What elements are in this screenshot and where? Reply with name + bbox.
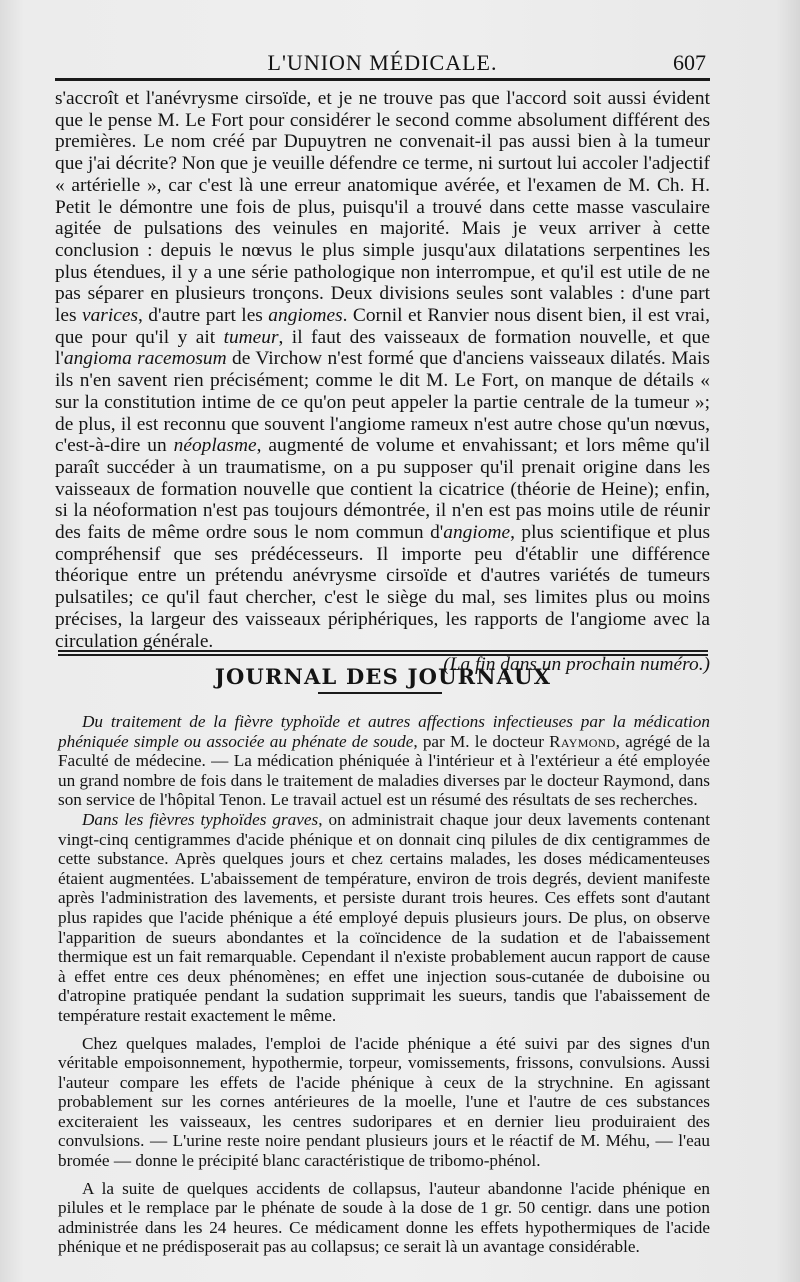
text-run: , d'autre part les [138, 305, 269, 327]
text-run: , il faut des vaisseaux de formation nouvelle, et que l' [55, 326, 710, 370]
journal-paragraph: Chez quelques malades, l'emploi de l'acide phénique a été suivi par des signes d'un véritable empoisonnement, hypothermie, torpeur, vomissements, frissons, convulsions. Aussi l'auteur compare les effets de l'acide phénique à ceux de la strychnine. En agissant probablement sur les cornes antérieures de la moelle, l'une et l'autre de ces substances exciteraient les vaisseaux, les centres sudoripares et en dernier lieu produiraient des convulsions. — L'urine reste noire pendant plusieurs jours et le réactif de M. Méhu, — l'eau bromée — donne le précipité blanc caractéristique de tribomo-phénol. [58, 1033, 710, 1171]
journal-body [58, 712, 710, 1257]
journal-paragraph: A la suite de quelques accidents de collapsus, l'auteur abandonne l'acide phénique en pilules et le remplace par le phénate de soude à la dose de 1 gr. 50 centigr. dans une potion administrée dans les 24 heures. Ce médicament donne les effets hypothermiques de l'acide phénique et ne prédisposerait pas au collapsus; ce serait là un avantage considérable. [58, 1178, 710, 1257]
title-underline [318, 692, 442, 694]
italic-term: néoplasme [173, 435, 257, 457]
italic-lead: Dans les fièvres typhoïdes graves [82, 809, 319, 829]
text-run: , agrégé de la Faculté de médecine. — La médication phéniquée à l'intérieur et à l'extérieur a été employée un grand nombre de fois dans le traitement de maladies diverses par le docteur Raymond, dans son service de l'hôpital Tenon. Le travail actuel est un résumé des résultats de ses recherches. [58, 731, 710, 810]
text-run: . Cornil et Ranvier nous disent bien, il est vrai, que pour qu'il y ait [55, 305, 710, 348]
italic-term: angiomes [268, 305, 343, 327]
italic-term: angiome [443, 522, 511, 544]
article-body [55, 88, 710, 676]
section-divider [58, 650, 708, 656]
italic-term: angioma racemosum [63, 348, 227, 370]
text-run: , augmenté de volume et envahissant; et lors même qu'il paraît succéder à un traumatisme, on a pu supposer qu'il prenait origine dans les vaisseaux de formation nouvelle que contient la cicatrice (théorie de Heine); enfin, si la néoformation n'est pas toujours démontrée, il n'en est pas moins utile de réunir des faits de même ordre sous le nom commun d' [55, 435, 710, 544]
italic-term: varices [82, 305, 138, 327]
page-header [55, 44, 710, 76]
article-title: Du traitement de la fièvre typhoïde et autres affections infectieuses par la médication phéniquée simple ou associée au phénate de soude [58, 712, 710, 751]
continuation-note: (La fin dans un prochain numéro.) [443, 654, 710, 676]
text-run: de Virchow n'est formé que d'anciens vaisseaux dilatés. Mais ils n'en savent rien précisément; comme le dit M. Le Fort, on manque de détails « sur la constitution intime de ce qu'on peut appeler la partie centrale de la tumeur »; de plus, il est reconnu que souvent l'angiome rameux n'est autre chose qu'un nœvus, c'est-à-dire un [55, 348, 710, 457]
author-name: Raymond [549, 731, 616, 751]
section-title: JOURNAL DES JOURNAUX [214, 664, 552, 689]
text-run: s'accroît et l'anévrysme cirsoïde, et je ne trouve pas que l'accord soit aussi évident que le pense M. Le Fort pour considérer le second comme absolument différent des premières. Le nom créé par Dupuytren ne convenait-il pas aussi bien à la tumeur que j'ai décrite? Non que je veuille défendre ce terme, ni surtout lui accoler l'adjectif « artérielle », car c'est là une erreur anatomique avérée, et l'examen de M. Ch. H. Petit le démontre une fois de plus, puisqu'il a trouvé dans cette masse vasculaire agitée de pulsations des veinules en majorité. Mais je veux arriver à cette conclusion : depuis le nœvus le plus simple jusqu'aux dilatations serpentines les plus étendues, il y a une série pathologique non interrompue, et qu'il est utile de ne pas séparer en plusieurs tronçons. Deux divisions seules sont valables : d'une part les [55, 88, 710, 327]
text-run: , par M. le docteur [413, 731, 550, 751]
journal-paragraph [58, 810, 710, 1026]
running-title: L'UNION MÉDICALE. [267, 50, 498, 75]
header-rule [55, 78, 710, 81]
text-run: , on administrait chaque jour deux lavements contenant vingt-cinq centigrammes d'acide phénique et on donnait cinq pilules de dix centigrammes de cette substance. Après quelques jours et chez certains malades, les doses médicamenteuses étaient augmentées. L'abaissement de température, environ de trois degrés, devient manifeste après l'administration des lavements, et persiste durant trois heures. Ces effets sont d'autant plus rapides que l'acide phénique a été employé depuis plusieurs jours. De plus, on observe l'apparition de sueurs abondantes et la coïncidence de la sudation et de l'abaissement thermique est un fait remarquable. Cependant il n'existe probablement aucun rapport de cause à effet entre ces deux phénomènes; en effet une injection sous-cutanée de duboisine ou d'atropine pratiquée pendant la sudation supprimait les sueurs, tandis que l'abaissement de température restait exactement le même. [58, 809, 710, 1025]
article-paragraph [55, 88, 710, 652]
journal-paragraph [58, 712, 710, 810]
page-number: 607 [673, 50, 706, 75]
text-run: , plus scientifique et plus compréhensif que ses prédécesseurs. Il importe peu d'établir une différence théorique entre un prétendu anévrysme cirsoïde et d'autres variétés de tumeurs pulsatiles; ce qu'il faut chercher, c'est le siège du mal, ses limites plus ou moins précises, la largeur des vaisseaux périphériques, les rapports de l'angiome avec la circulation générale. [55, 522, 710, 652]
italic-term: tumeur [223, 326, 279, 348]
